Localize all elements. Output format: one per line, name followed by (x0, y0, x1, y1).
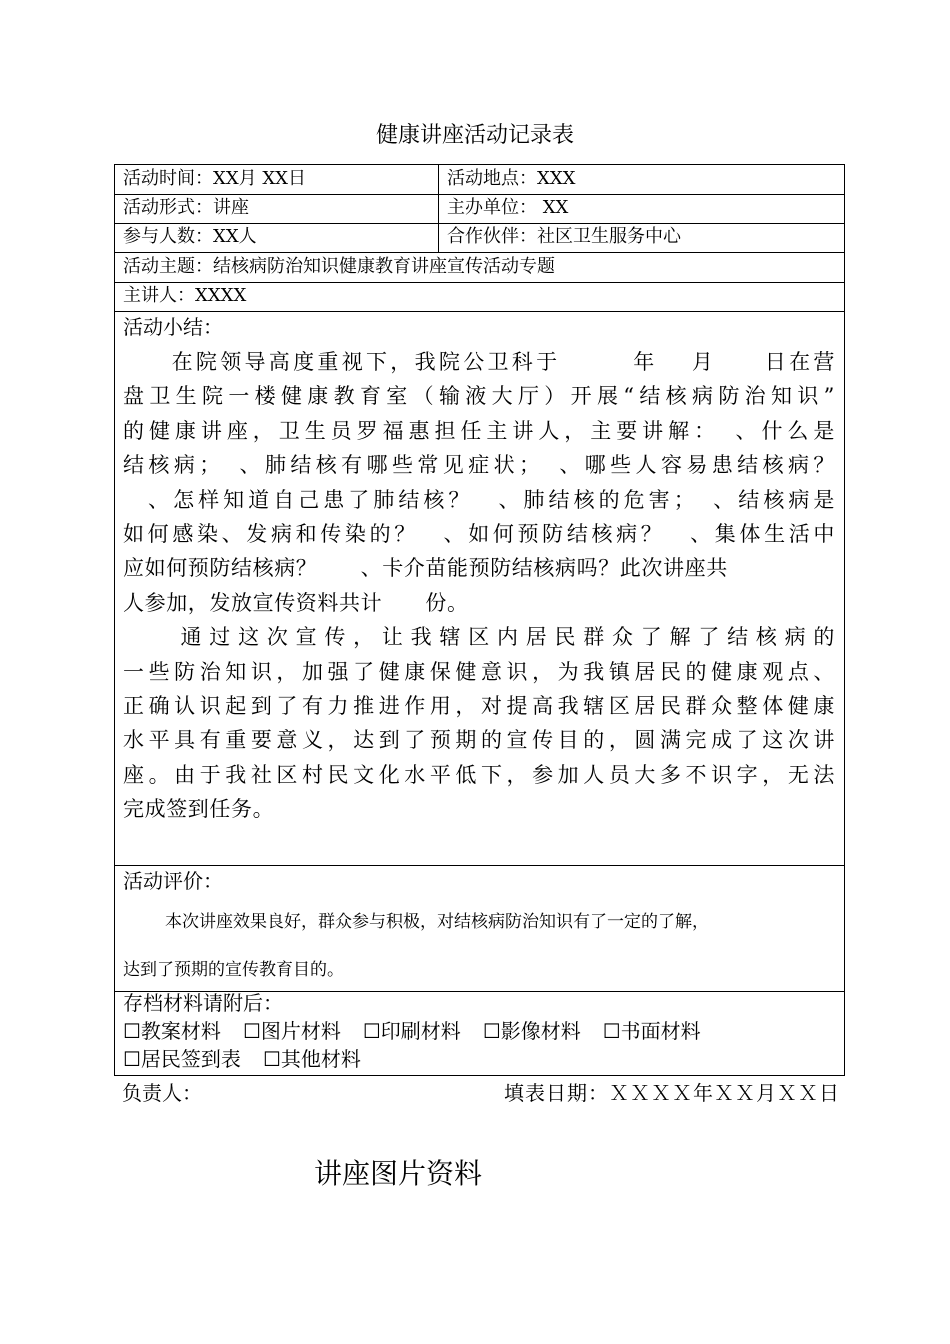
responsible-person: 负责人： (122, 1081, 202, 1105)
archive-checklist (123, 1045, 383, 1073)
row-divider (115, 223, 844, 224)
archive-checkbox-item[interactable]: ☐图片材料 (242, 1019, 341, 1043)
summary-line: 结核病； 、肺结核有哪些常见症状； 、哪些人容易患结核病？ (123, 453, 835, 478)
archive-checkbox-item[interactable]: ☐印刷材料 (362, 1019, 461, 1043)
summary-line: 正确认识起到了有力推进作用，对提高我辖区居民群众整体健康 (123, 694, 835, 718)
row-divider (115, 311, 844, 312)
summary-line: 应如何预防结核病？ 、卡介苗能预防结核病吗？此次讲座共 (123, 556, 728, 581)
summary-line: 盘卫生院一楼健康教育室（输液大厅）开展“结核病防治知识” (123, 384, 835, 409)
activity-location: 活动地点：XXX (447, 168, 576, 189)
summary-line: 在院领导高度重视下，我院公卫科于 年 月 日在营 (123, 350, 835, 374)
summary-line: 人参加，发放宣传资料共计 份。 (123, 590, 469, 615)
summary-line: 通过这次宣传，让我辖区内居民群众了解了结核病的 (123, 625, 835, 650)
activity-time: 活动时间：XX月 XX日 (123, 168, 306, 189)
evaluation-text-line: 达到了预期的宣传教育目的。 (123, 960, 344, 980)
partner: 合作伙伴：社区卫生服务中心 (447, 226, 681, 247)
row-divider (115, 865, 844, 866)
row-divider (115, 282, 844, 283)
fill-date: 填表日期：ＸＸＸＸ年ＸＸ月ＸＸ日 (504, 1081, 840, 1105)
archive-checklist (123, 1017, 723, 1045)
summary-line: 水平具有重要意义，达到了预期的宣传目的，圆满完成了这次讲 (123, 728, 835, 753)
summary-line: 完成签到任务。 (123, 797, 275, 822)
document-title: 健康讲座活动记录表 (375, 123, 574, 148)
summary-line: 的健康讲座，卫生员罗福惠担任主讲人，主要讲解： 、什么是 (123, 418, 835, 443)
row-divider (115, 194, 844, 195)
activity-form: 活动形式：讲座 (123, 197, 249, 218)
summary-line: 、怎样知道自己患了肺结核？ 、肺结核的危害； 、结核病是 (123, 487, 835, 512)
archive-checkbox-item[interactable]: ☐居民签到表 (123, 1047, 241, 1071)
summary-line: 座。由于我社区村民文化水平低下，参加人员大多不识字，无法 (123, 762, 835, 787)
summary-line: 如何感染、发病和传染的？ 、如何预防结核病？ 、集体生活中 (123, 522, 835, 546)
organizer: 主办单位： XX (447, 197, 569, 218)
archive-label: 存档材料请附后： (123, 991, 283, 1015)
photos-heading: 讲座图片资料 (314, 1157, 483, 1190)
evaluation-text-line: 本次讲座效果良好，群众参与积极，对结核病防治知识有了一定的了解， (165, 912, 709, 932)
column-divider (438, 165, 439, 252)
activity-record-table (114, 164, 845, 1076)
archive-checkbox-item[interactable]: ☐影像材料 (482, 1019, 581, 1043)
archive-checkbox-item[interactable]: ☐书面材料 (602, 1019, 701, 1043)
archive-checkbox-item[interactable]: ☐教案材料 (123, 1019, 221, 1043)
participant-count: 参与人数：XX人 (123, 226, 257, 247)
summary-line: 一些防治知识，加强了健康保健意识，为我镇居民的健康观点、 (123, 659, 835, 684)
archive-checkbox-item[interactable]: ☐其他材料 (262, 1047, 361, 1071)
row-divider (115, 252, 844, 253)
speaker: 主讲人：XXXX (123, 285, 247, 306)
evaluation-label: 活动评价： (123, 869, 223, 893)
summary-label: 活动小结： (123, 315, 223, 339)
activity-theme: 活动主题：结核病防治知识健康教育讲座宣传活动专题 (123, 256, 555, 277)
